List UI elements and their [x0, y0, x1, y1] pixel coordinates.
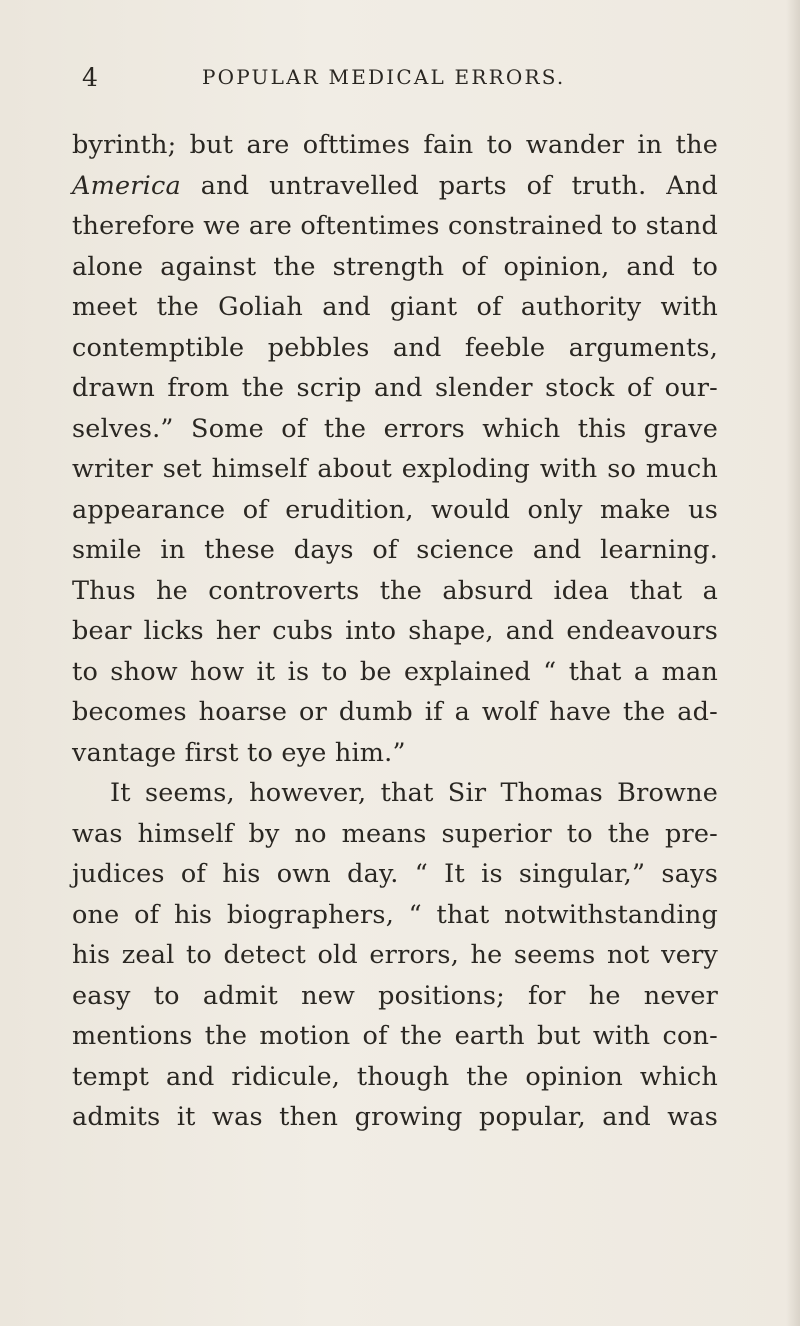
text-line: was himself by no means superior to the pre-	[72, 818, 718, 849]
text-line: to show how it is to be explained “ that a man	[72, 656, 718, 687]
text-line: byrinth; but are ofttimes fain to wander in the	[72, 130, 718, 160]
text-line: mentions the motion of the earth but with con-	[72, 1021, 718, 1051]
text-line: therefore we are oftentimes constrained to stand	[72, 211, 718, 241]
running-head	[82, 63, 722, 99]
text-line: drawn from the scrip and slender stock of our-	[72, 373, 718, 403]
text-line: bear licks her cubs into shape, and endeavours	[72, 616, 718, 646]
page-number: 4	[82, 63, 99, 92]
text-line: tempt and ridicule, though the opinion which	[72, 1061, 718, 1092]
text-line: his zeal to detect old errors, he seems not very	[72, 940, 718, 970]
body-text	[72, 125, 718, 1138]
text-line: one of his biographers, “ that notwithstanding	[72, 899, 718, 930]
text-line: appearance of erudition, would only make us	[72, 494, 718, 525]
text-line: alone against the strength of opinion, and to	[72, 251, 718, 282]
text-line: selves.” Some of the errors which this grave	[72, 413, 718, 444]
text-line: Thus he controverts the absurd idea that a	[72, 575, 718, 606]
text-line: vantage first to eye him.”	[72, 737, 406, 768]
paragraph-start-line: It seems, however, that Sir Thomas Browne	[110, 778, 718, 808]
text-line	[72, 166, 718, 207]
text-line-rest: and untravelled parts of truth. And	[200, 170, 718, 201]
text-line: easy to admit new positions; for he never	[72, 980, 718, 1011]
italic-word: America	[72, 170, 181, 201]
text-line: admits it was then growing popular, and was	[72, 1102, 718, 1132]
text-line: meet the Goliah and giant of authority with	[72, 292, 718, 322]
text-line: judices of his own day. “ It is singular,” says	[72, 859, 718, 889]
text-line: writer set himself about exploding with so much	[72, 454, 718, 484]
text-line: smile in these days of science and learning.	[72, 535, 718, 565]
text-line: contemptible pebbles and feeble arguments,	[72, 332, 718, 363]
text-line: becomes hoarse or dumb if a wolf have the ad-	[72, 697, 718, 727]
running-title: POPULAR MEDICAL ERRORS.	[202, 65, 566, 89]
